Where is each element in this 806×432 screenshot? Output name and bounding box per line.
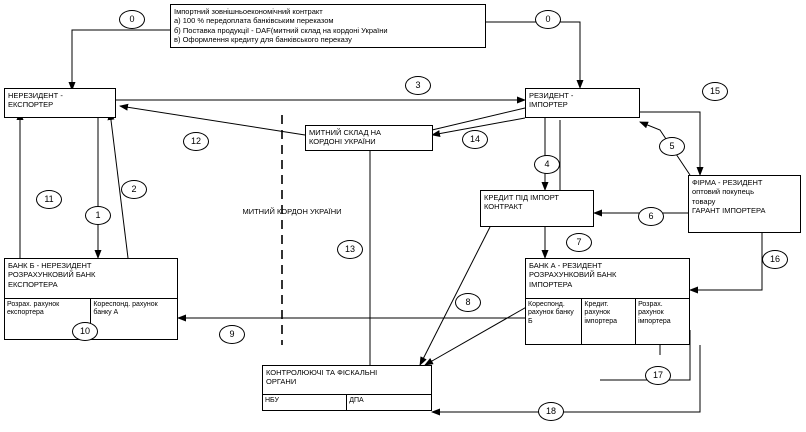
contract-box[interactable] — [170, 4, 486, 48]
fiscal-bodies-line-1: ОРГАНИ — [266, 377, 297, 387]
bank-a-account-credit-importer[interactable]: Кредит. рахунок імпортера — [582, 299, 636, 344]
fiscal-bodies-row — [263, 394, 431, 410]
step-marker-3[interactable]: 3 — [405, 76, 431, 95]
customs-warehouse-box[interactable] — [305, 125, 433, 151]
step-marker-13[interactable]: 13 — [337, 240, 363, 259]
customs-border-label-line-1: УКРАЇНИ — [310, 207, 342, 216]
bank-a-line-0: БАНК А - РЕЗИДЕНТ — [529, 261, 603, 270]
nonresident-exporter-line-0: НЕРЕЗИДЕНТ - — [8, 91, 63, 100]
fiscal-body-dpa[interactable]: ДПА — [349, 397, 364, 404]
bank-b-line-2: ЕКСПОРТЕРА — [8, 279, 58, 289]
resident-importer-box[interactable] — [525, 88, 640, 118]
fiscal-body-nbu[interactable]: НБУ — [263, 395, 347, 410]
contract-line-3: в) Оформлення кредиту для банківського переказу — [174, 35, 352, 45]
nonresident-exporter-line-1: ЕКСПОРТЕР — [8, 100, 54, 110]
import-credit-line-1: КОНТРАКТ — [484, 202, 523, 212]
step-marker-11[interactable]: 11 — [36, 190, 62, 209]
fiscal-bodies-line-0: КОНТРОЛЮЮЧІ ТА ФІСКАЛЬНІ — [266, 368, 378, 377]
step-marker-4[interactable]: 4 — [534, 155, 560, 174]
step-marker-17[interactable]: 17 — [645, 366, 671, 385]
bank-b-account-exporter[interactable]: Розрах. рахунок експортера — [5, 299, 91, 339]
step-marker-0a[interactable]: 0 — [119, 10, 145, 29]
firm-resident-line-0: ФІРМА - РЕЗИДЕНТ — [692, 178, 763, 187]
step-marker-6[interactable]: 6 — [638, 207, 664, 226]
step-marker-16[interactable]: 16 — [762, 250, 788, 269]
nonresident-exporter-box[interactable] — [4, 88, 116, 118]
firm-resident-box[interactable] — [688, 175, 801, 233]
step-marker-18[interactable]: 18 — [538, 402, 564, 421]
customs-border-label-line-0: МИТНИЙ КОРДОН — [242, 207, 308, 216]
bank-a-account-corresp-b[interactable]: Кореспонд. рахунок банку Б — [526, 299, 582, 344]
firm-resident-line-1: оптовий покупець — [692, 187, 754, 197]
firm-resident-line-3: ГАРАНТ ІМПОРТЕРА — [692, 206, 766, 216]
step-marker-0b[interactable]: 0 — [535, 10, 561, 29]
step-marker-8[interactable]: 8 — [455, 293, 481, 312]
customs-border-label — [242, 207, 342, 217]
bank-b-line-0: БАНК Б - НЕРЕЗИДЕНТ — [8, 261, 92, 270]
bank-b-line-1: РОЗРАХУНКОВИЙ БАНК — [8, 270, 96, 280]
contract-line-1: а) 100 % передоплата банківським переказом — [174, 16, 334, 26]
step-marker-2[interactable]: 2 — [121, 180, 147, 199]
bank-a-account-settlement-importer[interactable]: Розрах. рахунок імпортера — [638, 301, 671, 325]
bank-a-accounts-row — [526, 298, 689, 344]
import-credit-box[interactable] — [480, 190, 594, 227]
bank-b-account-corresp-a[interactable]: Кореспонд. рахунок банку А — [93, 301, 158, 317]
step-marker-10[interactable]: 10 — [72, 322, 98, 341]
bank-a-box[interactable] — [525, 258, 690, 345]
firm-resident-line-2: товару — [692, 196, 716, 206]
contract-line-2: б) Поставка продукції - DAF(митний склад на кордоні України — [174, 25, 388, 35]
step-marker-7[interactable]: 7 — [566, 233, 592, 252]
step-marker-14[interactable]: 14 — [462, 130, 488, 149]
step-marker-5[interactable]: 5 — [659, 137, 685, 156]
contract-line-0: Імпортний зовнішньоекономічний контракт — [174, 7, 323, 16]
step-marker-1[interactable]: 1 — [85, 206, 111, 225]
step-marker-15[interactable]: 15 — [702, 82, 728, 101]
fiscal-bodies-box[interactable] — [262, 365, 432, 411]
resident-importer-line-1: ІМПОРТЕР — [529, 100, 568, 110]
import-credit-line-0: КРЕДИТ ПІД ІМПОРТ — [484, 193, 559, 202]
resident-importer-line-0: РЕЗИДЕНТ - — [529, 91, 574, 100]
customs-warehouse-line-1: КОРДОНІ УКРАЇНИ — [309, 137, 376, 147]
step-marker-12[interactable]: 12 — [183, 132, 209, 151]
customs-warehouse-line-0: МИТНИЙ СКЛАД НА — [309, 128, 382, 137]
bank-a-line-2: ІМПОРТЕРА — [529, 279, 573, 289]
step-marker-9[interactable]: 9 — [219, 325, 245, 344]
bank-a-line-1: РОЗРАХУНКОВИЙ БАНК — [529, 270, 617, 280]
